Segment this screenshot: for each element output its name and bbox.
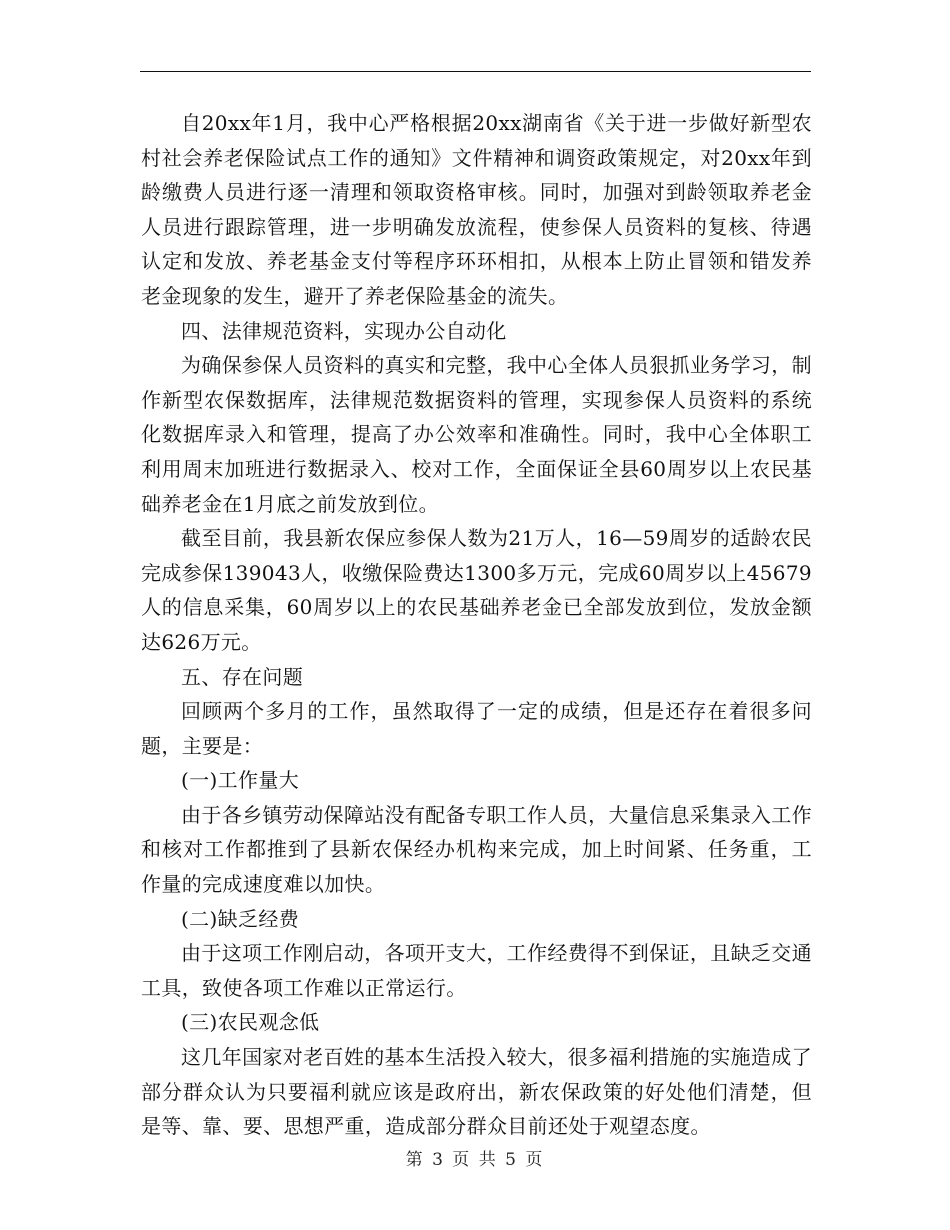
paragraph-data-management: 为确保参保人员资料的真实和完整，我中心全体人员狠抓业务学习，制作新型农保数据库，法律规范数据资料的管理，实现参保人员资料的系统化数据库录入和管理，提高了办公效率和准确性。同时，我中心全体职工利用周末加班进行数据录入、校对工作，全面保证全县60周岁以上农民基础养老金在1月底之前发放到位。 — [141, 353, 812, 516]
subheading-funding: (二)缺乏经费 — [181, 906, 300, 931]
section-heading-five: 五、存在问题 — [181, 664, 304, 689]
paragraph-pension-review: 自20xx年1月，我中心严格根据20xx湖南省《关于进一步做好新型农村社会养老保险试点工作的通知》文件精神和调资政策规定，对20xx年到龄缴费人员进行逐一清理和领取资格审核。同时，加强对到龄领取养老金人员进行跟踪管理，进一步明确发放流程，使参保人员资料的复核、待遇认定和发放、养老基金支付等程序环环相扣，从根本上防止冒领和错发养老金现象的发生，避开了养老保险基金的流失。 — [141, 111, 812, 308]
body-text — [141, 106, 812, 1144]
paragraph-problems-intro: 回顾两个多月的工作，虽然取得了一定的成绩，但是还存在着很多问题，主要是： — [141, 699, 812, 758]
section-heading-four: 四、法律规范资料，实现办公自动化 — [181, 318, 507, 343]
paragraph-awareness: 这几年国家对老百姓的基本生活投入较大，很多福利措施的实施造成了部分群众认为只要福利就应该是政府出，新农保政策的好处他们清楚，但是等、靠、要、思想严重，造成部分群众目前还处于观望态度。 — [141, 1045, 812, 1139]
paragraph-funding: 由于这项工作刚启动，各项开支大，工作经费得不到保证，且缺乏交通工具，致使各项工作难以正常运行。 — [141, 941, 812, 1000]
subheading-workload: (一)工作量大 — [181, 768, 300, 793]
header-rule — [140, 71, 811, 72]
paragraph-enrollment-stats: 截至目前，我县新农保应参保人数为21万人，16—59周岁的适龄农民完成参保139043人，收缴保险费达1300多万元，完成60周岁以上45679人的信息采集，60周岁以上的农民基础养老金已全部发放到位，发放金额达626万元。 — [141, 526, 812, 654]
subheading-awareness: (三)农民观念低 — [181, 1010, 320, 1035]
paragraph-workload: 由于各乡镇劳动保障站没有配备专职工作人员，大量信息采集录入工作和核对工作都推到了县新农保经办机构来完成，加上时间紧、任务重，工作量的完成速度难以加快。 — [141, 802, 812, 897]
page-number-footer: 第 3 页 共 5 页 — [405, 1150, 545, 1170]
